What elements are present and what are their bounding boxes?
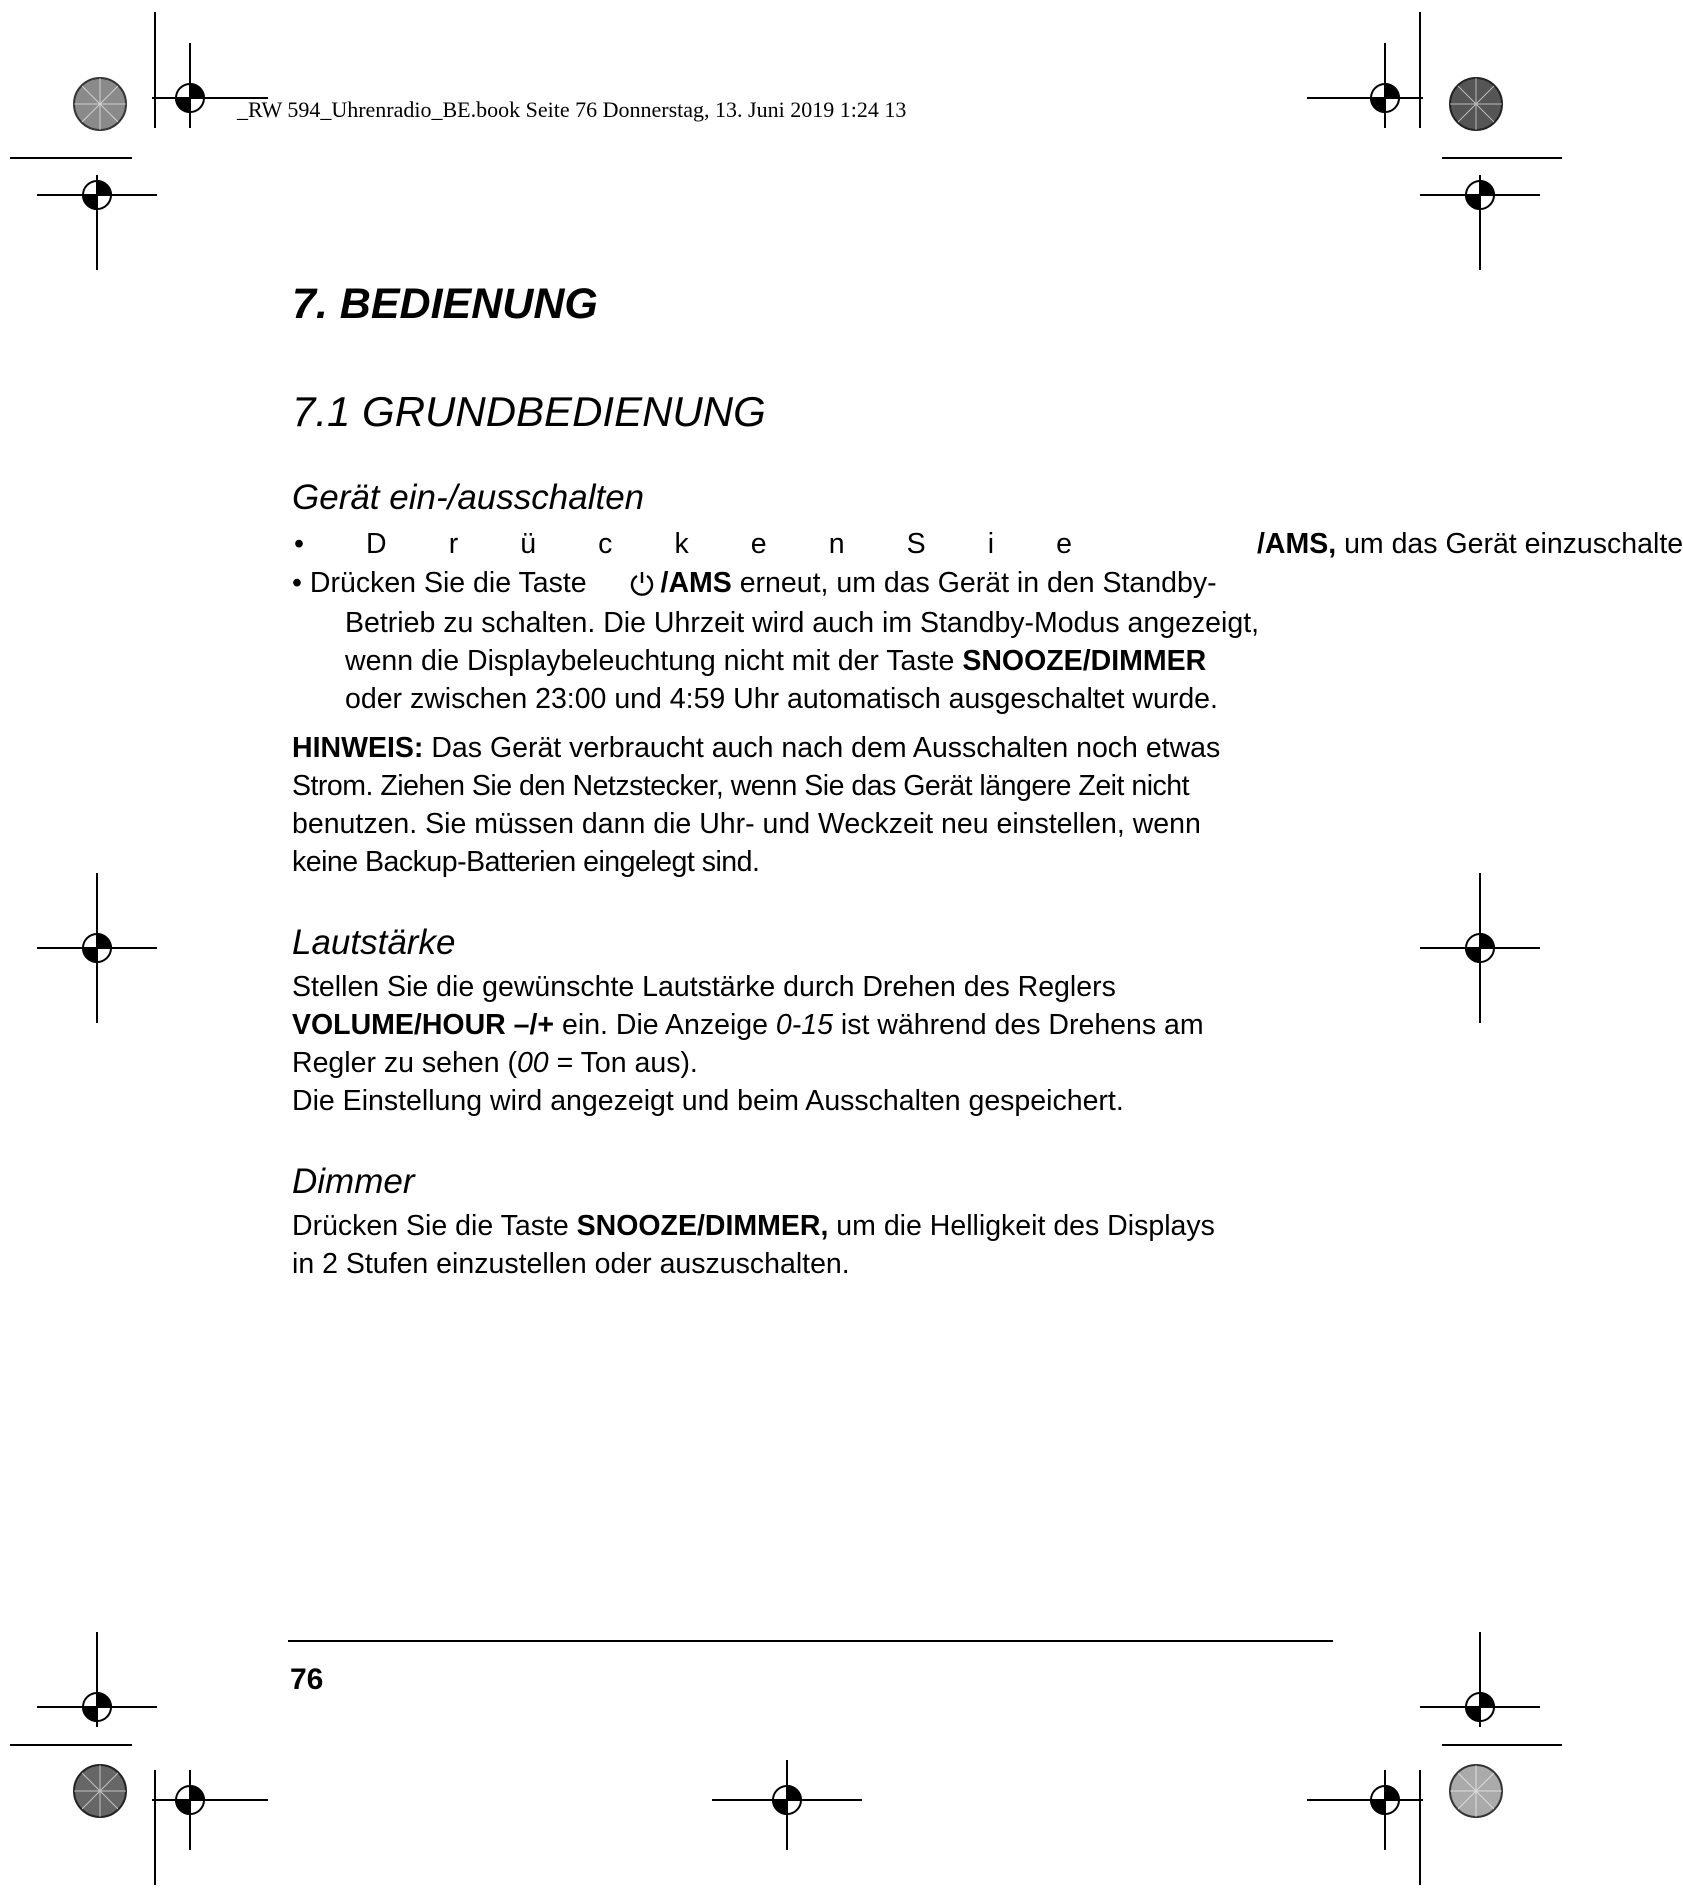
bullet-power-off-suffix: erneut, um das Gerät in den Standby- <box>731 567 1217 599</box>
heading-power: Gerät ein-/ausschalten <box>292 478 645 517</box>
bullet-power-on-bold: /AMS, <box>1256 528 1337 560</box>
dimmer-line2: in 2 Stufen einzustellen oder auszuschalten. <box>292 1248 850 1280</box>
volume-line4: Die Einstellung wird angezeigt und beim Ausschalten gespeichert. <box>292 1085 1124 1117</box>
volume-line2-a: ein. Die Anzeige <box>554 1009 776 1041</box>
dimmer-line1-a: Drücken Sie die Taste <box>292 1210 577 1242</box>
volume-range: 0-15 <box>775 1009 833 1041</box>
note-label: HINWEIS: <box>292 732 424 764</box>
bullet-power-off-line2: Betrieb zu schalten. Die Uhrzeit wird auch im Standby-Modus angezeigt, <box>345 607 1260 639</box>
bullet-power-on <box>292 528 1683 561</box>
volume-key: VOLUME/HOUR –/+ <box>292 1009 555 1041</box>
bullet-power-on-suffix: um das Gerät einzuschalte <box>1336 528 1683 560</box>
volume-line2-b: ist während des Drehens am <box>832 1009 1204 1041</box>
section-title: 7. BEDIENUNG <box>292 280 598 328</box>
heading-dimmer: Dimmer <box>292 1162 415 1201</box>
volume-line1: Stellen Sie die gewünschte Lautstärke durch Drehen des Reglers <box>292 971 1116 1003</box>
power-icon <box>629 570 655 596</box>
bullet-power-off-line3-text: wenn die Displaybeleuchtung nicht mit der Taste <box>345 645 955 677</box>
heading-volume: Lautstärke <box>292 923 456 962</box>
note-text: Das Gerät verbraucht auch nach dem Ausschalten noch etwas <box>423 732 1221 764</box>
bullet-power-off <box>292 568 1217 599</box>
volume-line2 <box>292 1010 1204 1041</box>
bullet-power-off-prefix: • Drücken Sie die Taste <box>292 567 587 599</box>
volume-line3 <box>292 1048 698 1079</box>
dimmer-key: SNOOZE/DIMMER, <box>576 1210 829 1242</box>
bullet-power-off-bold: /AMS <box>660 567 732 599</box>
note-line2: Strom. Ziehen Sie den Netzstecker, wenn Sie das Gerät längere Zeit nicht <box>292 770 1190 802</box>
section-subtitle: 7.1 GRUNDBEDIENUNG <box>292 388 766 435</box>
snooze-dimmer-key: SNOOZE/DIMMER <box>962 645 1207 677</box>
bullet-power-on-prefix: • D r ü c k e n S i e <box>294 528 1100 560</box>
note-line1 <box>292 733 1220 764</box>
footer-rule <box>288 1640 1333 1642</box>
bullet-power-off-line3 <box>345 646 1206 677</box>
note-line3: benutzen. Sie müssen dann die Uhr- und Weckzeit neu einstellen, wenn <box>292 808 1201 840</box>
print-slug: _RW 594_Uhrenradio_BE.book Seite 76 Donnerstag, 13. Juni 2019 1:24 13 <box>237 97 907 122</box>
dimmer-line1 <box>292 1211 1215 1242</box>
note-line4: keine Backup-Batterien eingelegt sind. <box>292 846 760 878</box>
dimmer-line1-b: um die Helligkeit des Displays <box>828 1210 1215 1242</box>
volume-line3-b: = Ton aus). <box>548 1047 698 1079</box>
bullet-power-off-line4: oder zwischen 23:00 und 4:59 Uhr automatisch ausgeschaltet wurde. <box>345 683 1218 715</box>
page-number: 76 <box>290 1663 324 1696</box>
volume-off-value: 00 <box>516 1047 549 1079</box>
volume-line3-a: Regler zu sehen ( <box>292 1047 517 1079</box>
